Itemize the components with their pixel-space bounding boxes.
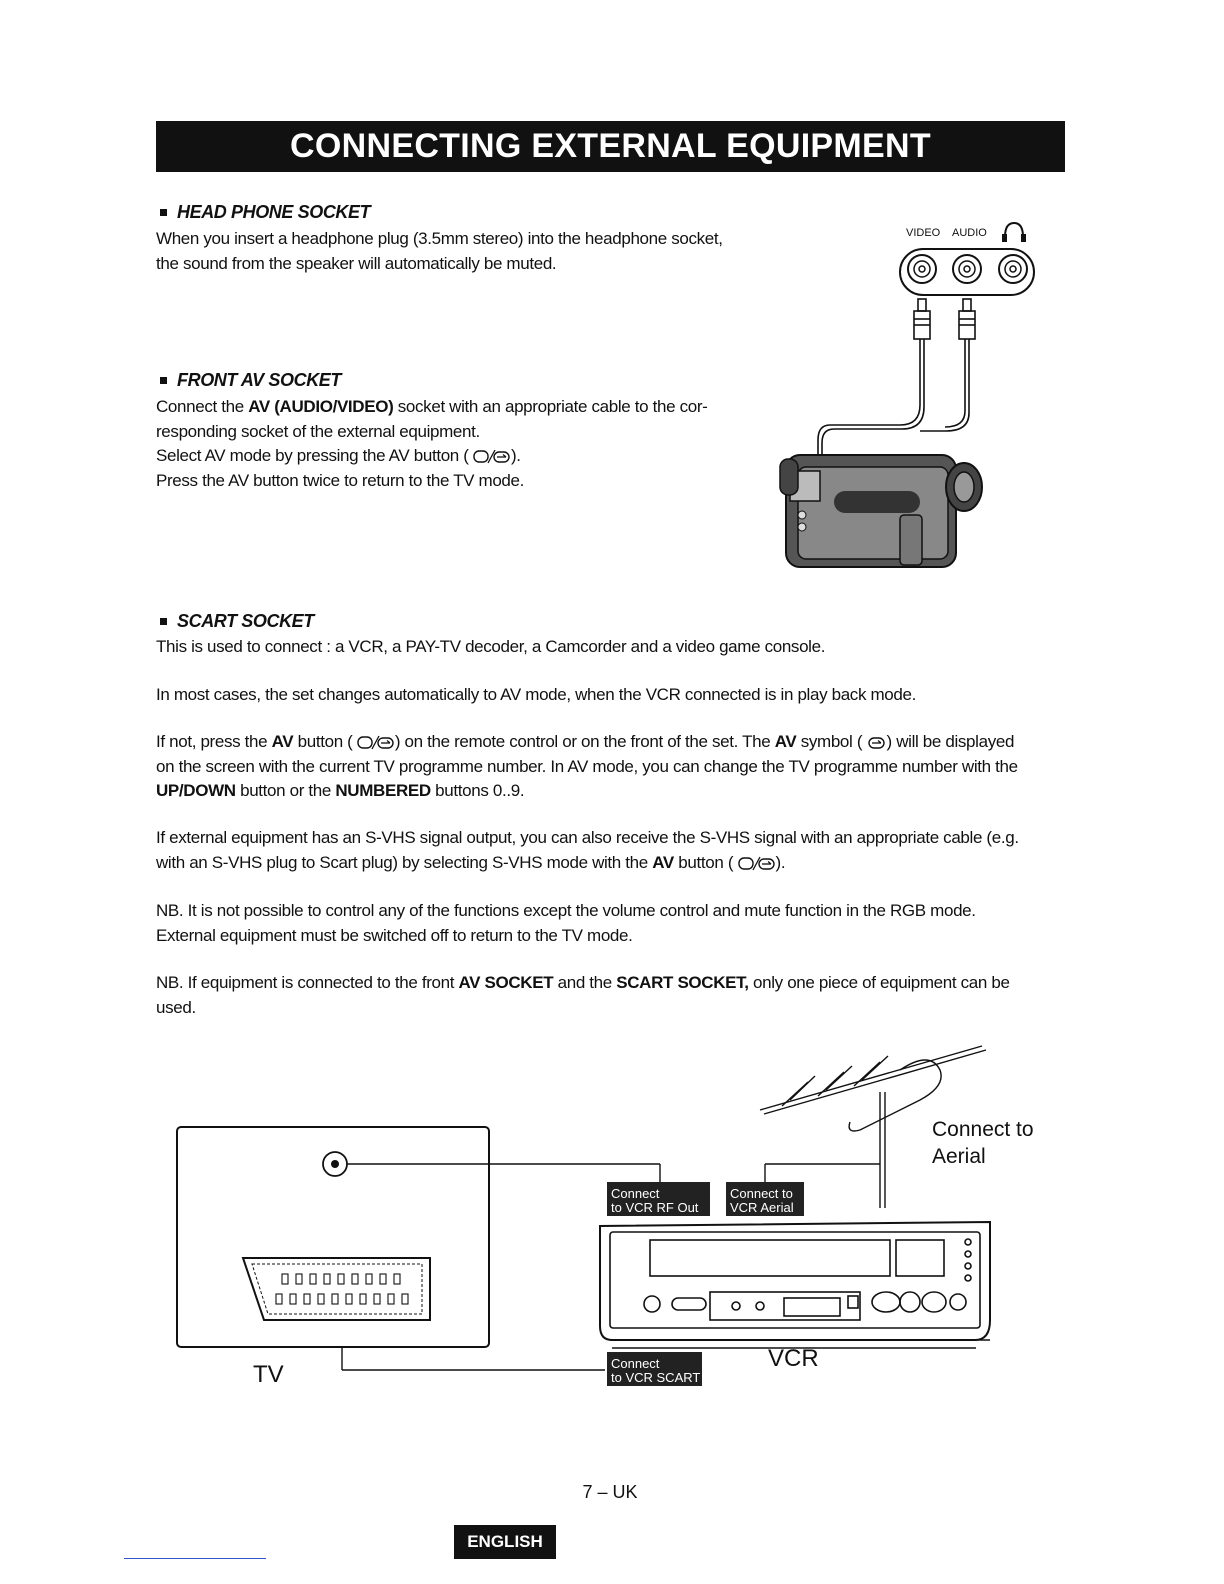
rca-plugs	[914, 299, 975, 339]
svg-text:to VCR SCART: to VCR SCART	[611, 1370, 701, 1385]
rf-out-callout	[607, 1182, 710, 1216]
svg-text:VCR Aerial: VCR Aerial	[730, 1200, 794, 1215]
scart-section-title: SCART SOCKET	[160, 611, 314, 632]
scart-callout	[607, 1352, 702, 1386]
scart-paragraph-2: In most cases, the set changes automatically to AV mode, when the VCR connected is in play back mode.	[156, 685, 916, 704]
nb-rgb-paragraph: NB. It is not possible to control any of the functions except the volume control and mute function in the RGB mode. External equipment must be switched off to return to the TV mode.	[156, 901, 976, 945]
svg-text:Connect to: Connect to	[730, 1186, 793, 1201]
av-button-icon	[738, 855, 776, 871]
av-symbol-icon	[867, 734, 887, 750]
tv-label: TV	[253, 1361, 284, 1388]
camcorder-icon	[780, 455, 982, 567]
tv-rf-socket	[323, 1152, 347, 1176]
headphone-icon	[1002, 223, 1026, 242]
page-number: 7 – UK	[582, 1482, 638, 1502]
front-av-illustration	[750, 215, 1060, 585]
page-title-banner	[156, 121, 1065, 172]
headphone-paragraph: When you insert a headphone plug (3.5mm stereo) into the headphone socket, the sound from the speaker will automatically be muted.	[156, 229, 723, 273]
footer-rule	[124, 1558, 266, 1559]
headphone-section-title: HEAD PHONE SOCKET	[160, 202, 370, 223]
svg-text:to VCR RF Out: to VCR RF Out	[611, 1200, 699, 1215]
tv-outline	[177, 1127, 489, 1347]
video-socket-label: VIDEO	[906, 227, 941, 239]
nb-single-equipment-paragraph: NB. If equipment is connected to the front AV SOCKET and the SCART SOCKET, only one piece of equipment can be used.	[156, 973, 1010, 1017]
front-av-section-title: FRONT AV SOCKET	[160, 370, 341, 391]
audio-socket-label: AUDIO	[952, 227, 987, 239]
tv-scart-socket	[243, 1258, 430, 1320]
svg-text:Connect: Connect	[611, 1186, 660, 1201]
scart-paragraph-4: If external equipment has an S-VHS signal output, you can also receive the S-VHS signal with an appropriate cable (e.g. with an S-VHS plug to Scart plug) by selecting S-VHS mode with the AV button ( ).	[156, 828, 1019, 872]
language-tab: ENGLISH	[454, 1525, 556, 1559]
av-button-icon	[473, 448, 511, 464]
bullet-square-icon	[160, 209, 167, 216]
bullet-square-icon	[160, 618, 167, 625]
connection-diagram	[0, 1030, 1224, 1400]
front-av-paragraph: Connect the AV (AUDIO/VIDEO) socket with an appropriate cable to the cor- responding socket of the external equipment. Select AV mode by pressing the AV button ( ). Press the AV button twice to return to the TV mode.	[156, 397, 708, 490]
audio-socket	[953, 255, 981, 283]
vcr-icon	[600, 1222, 990, 1348]
svg-text:Connect: Connect	[611, 1356, 660, 1371]
av-cable	[818, 339, 969, 455]
aerial-label-line2: Aerial	[932, 1145, 986, 1168]
video-socket	[908, 255, 936, 283]
av-button-icon	[357, 734, 395, 750]
aerial-label-line1: Connect to	[932, 1118, 1034, 1141]
bullet-square-icon	[160, 377, 167, 384]
vcr-label: VCR	[768, 1345, 819, 1372]
vcr-aerial-callout	[726, 1182, 804, 1216]
headphone-socket	[999, 255, 1027, 283]
scart-paragraph-1: This is used to connect : a VCR, a PAY-TV decoder, a Camcorder and a video game console.	[156, 637, 826, 656]
page-title: CONNECTING EXTERNAL EQUIPMENT	[290, 127, 931, 165]
scart-paragraph-3: If not, press the AV button ( ) on the remote control or on the front of the set. The AV symbol ( ) will be displayed on the screen with the current TV programme number. In AV mode, you can change the TV programme number with the UP/DOWN button or the NUMBERED buttons 0..9.	[156, 732, 1018, 800]
